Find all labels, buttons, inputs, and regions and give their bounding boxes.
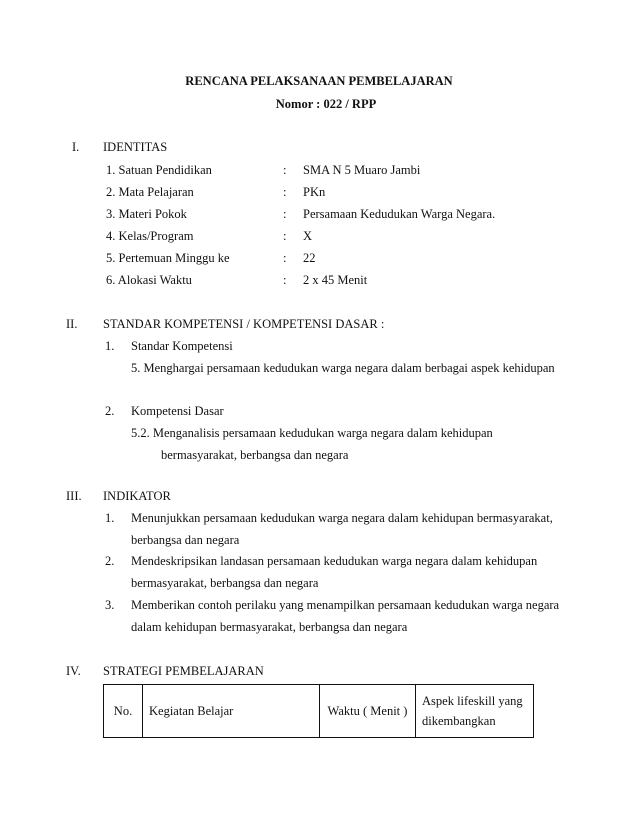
identitas-label: 5. Pertemuan Minggu ke bbox=[106, 251, 230, 265]
strategy-table bbox=[103, 684, 534, 738]
list-number: 1. bbox=[105, 339, 115, 353]
section-heading: IDENTITAS bbox=[103, 140, 168, 154]
identitas-value: X bbox=[303, 229, 313, 243]
subsection-label: Kompetensi Dasar bbox=[131, 404, 224, 418]
col-header-kegiatan: Kegiatan Belajar bbox=[143, 685, 320, 738]
identitas-value: 2 x 45 Menit bbox=[303, 273, 368, 287]
section-numeral: III. bbox=[66, 489, 82, 503]
identitas-label: 1. Satuan Pendidikan bbox=[106, 163, 212, 177]
list-item-text-continued: bermasyarakat, berbangsa dan negara bbox=[131, 576, 319, 590]
identitas-value: Persamaan Kedudukan Warga Negara. bbox=[303, 207, 496, 221]
list-number: 2. bbox=[105, 404, 115, 418]
identitas-separator: : bbox=[283, 207, 287, 221]
list-item-text-continued: berbangsa dan negara bbox=[131, 533, 240, 547]
identitas-value: 22 bbox=[303, 251, 316, 265]
document-number: Nomor : 022 / RPP bbox=[275, 97, 377, 111]
list-item-text: Memberikan contoh perilaku yang menampilkan persamaan kedudukan warga negara bbox=[131, 598, 560, 612]
col-header-waktu: Waktu ( Menit ) bbox=[320, 685, 416, 738]
section-heading: INDIKATOR bbox=[103, 489, 171, 503]
identitas-separator: : bbox=[283, 229, 287, 243]
list-item-text-continued: dalam kehidupan bermasyarakat, berbangsa dan negara bbox=[131, 620, 408, 634]
competency-item: 5.2. Menganalisis persamaan kedudukan warga negara dalam kehidupan bbox=[131, 426, 493, 440]
list-number: 1. bbox=[105, 511, 115, 525]
section-numeral: IV. bbox=[66, 664, 81, 678]
col-header-aspek bbox=[416, 685, 534, 738]
list-item-text: Mendeskripsikan landasan persamaan kedudukan warga negara dalam kehidupan bbox=[131, 554, 538, 568]
identitas-value: PKn bbox=[303, 185, 326, 199]
competency-item-continued: bermasyarakat, berbangsa dan negara bbox=[161, 448, 349, 462]
identitas-label: 2. Mata Pelajaran bbox=[106, 185, 194, 199]
identitas-label: 4. Kelas/Program bbox=[106, 229, 194, 243]
identitas-label: 3. Materi Pokok bbox=[106, 207, 187, 221]
subsection-label: Standar Kompetensi bbox=[131, 339, 233, 353]
identitas-separator: : bbox=[283, 163, 287, 177]
identitas-separator: : bbox=[283, 251, 287, 265]
col-header-aspek-line1: Aspek lifeskill yang bbox=[422, 694, 523, 708]
document-title: RENCANA PELAKSANAAN PEMBELAJARAN bbox=[185, 74, 453, 88]
identitas-separator: : bbox=[283, 273, 287, 287]
list-number: 3. bbox=[105, 598, 115, 612]
identitas-separator: : bbox=[283, 185, 287, 199]
table-header-row bbox=[104, 685, 534, 738]
list-item-text: Menunjukkan persamaan kedudukan warga negara dalam kehidupan bermasyarakat, bbox=[131, 511, 553, 525]
identitas-value: SMA N 5 Muaro Jambi bbox=[303, 163, 421, 177]
competency-item: 5. Menghargai persamaan kedudukan warga negara dalam berbagai aspek kehidupan bbox=[131, 361, 555, 375]
identitas-label: 6. Alokasi Waktu bbox=[106, 273, 192, 287]
section-heading: STANDAR KOMPETENSI / KOMPETENSI DASAR : bbox=[103, 317, 385, 331]
section-numeral: I. bbox=[72, 140, 80, 154]
list-number: 2. bbox=[105, 554, 115, 568]
col-header-no: No. bbox=[104, 685, 143, 738]
section-numeral: II. bbox=[66, 317, 78, 331]
section-heading: STRATEGI PEMBELAJARAN bbox=[103, 664, 264, 678]
col-header-aspek-line2: dikembangkan bbox=[422, 714, 496, 728]
